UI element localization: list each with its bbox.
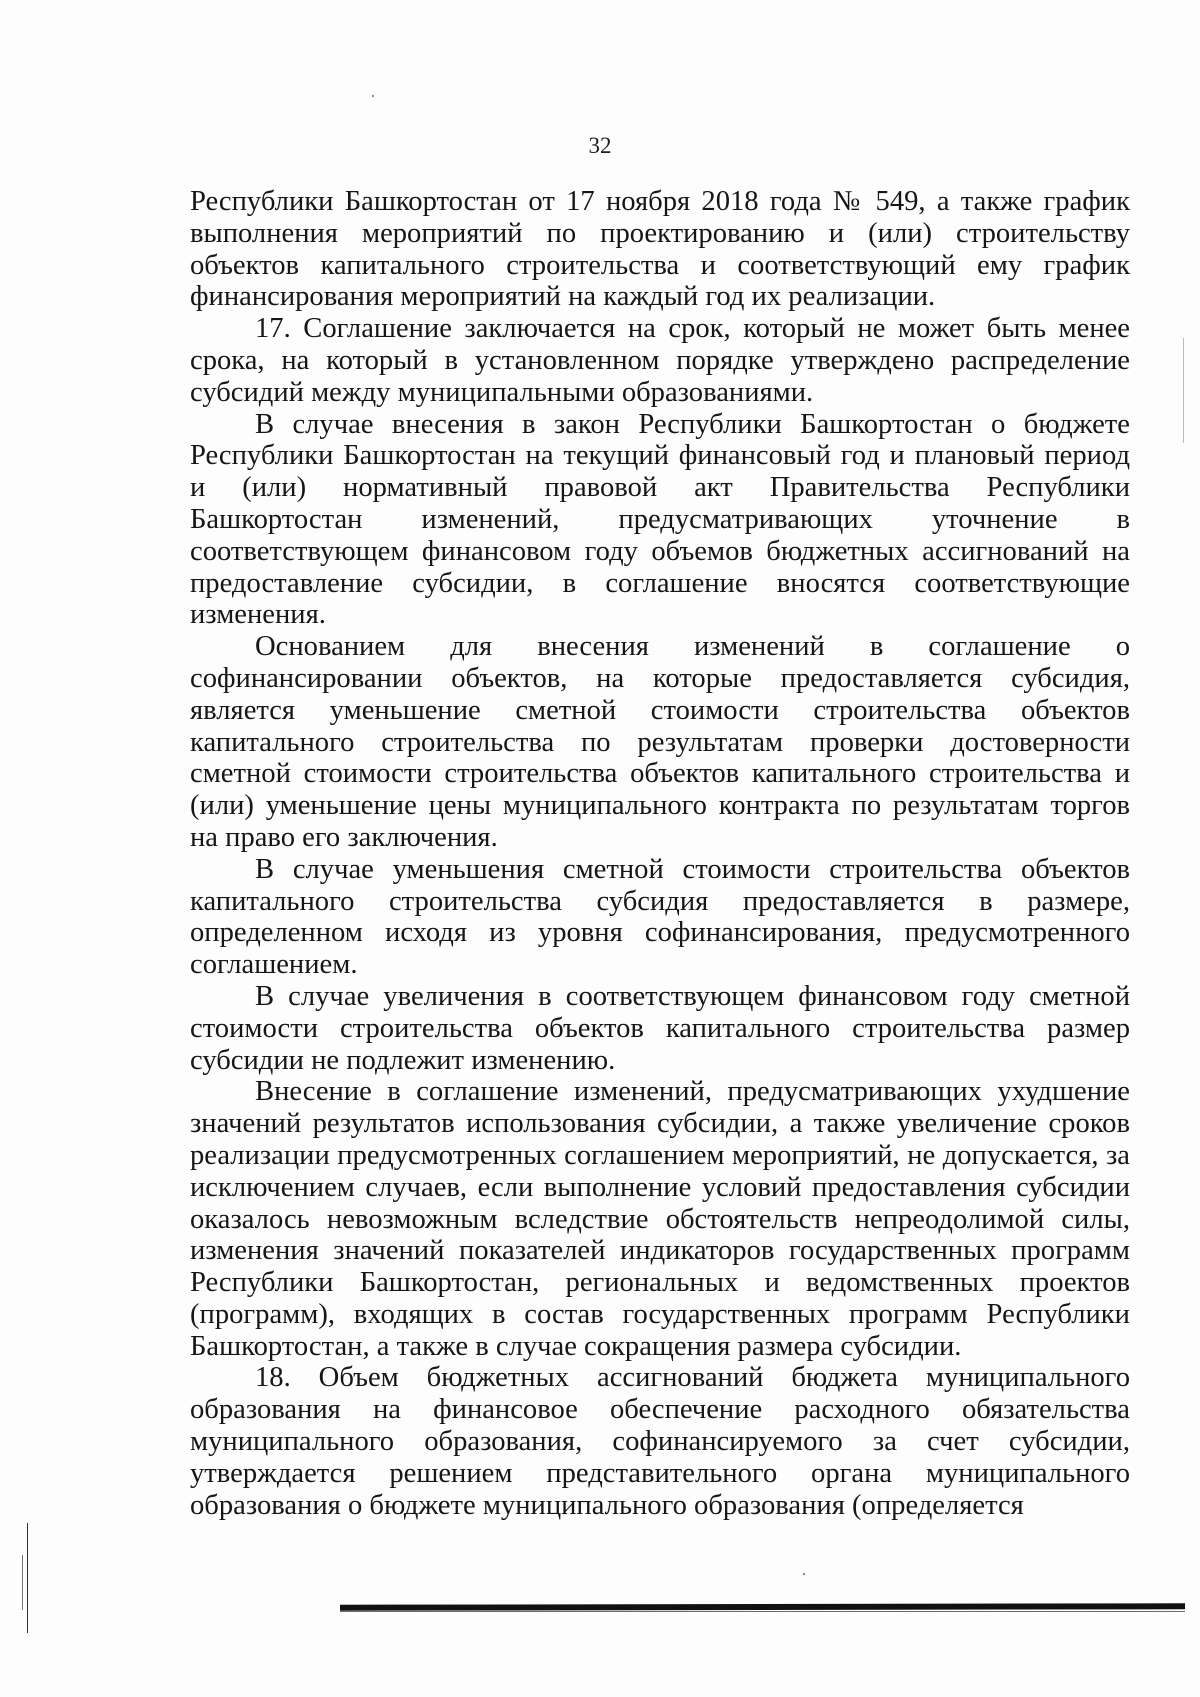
document-body (190, 186, 1130, 1521)
scan-edge-mark-left (27, 1523, 28, 1633)
paragraph: Внесение в соглашение изменений, предусматривающих ухудшение значений результатов использования субсидии, а также увеличение сроков реализации предусмотренных соглашением мероприятий, не допускается, за исключением случаев, если выполнение условий предоставления субсидии оказалось невозможным вследствие обстоятельств непреодолимой силы, изменения значений показателей индикаторов государственных программ Республики Башкортостан, региональных и ведомственных проектов (программ), входящих в состав государственных программ Республики Башкортостан, а также в случае сокращения размера субсидии. (190, 1076, 1130, 1362)
paragraph: 18. Объем бюджетных ассигнований бюджета муниципального образования на финансовое обеспечение расходного обязательства муниципального образования, софинансируемого за счет субсидии, утверждается решением представительного органа муниципального образования о бюджете муниципального образования (определяется (190, 1362, 1130, 1521)
scan-border-bottom-thin (340, 1611, 1185, 1612)
scan-speck (372, 95, 374, 97)
paragraph: 17. Соглашение заключается на срок, который не может быть менее срока, на который в установленном порядке утверждено распределение субсидий между муниципальными образованиями. (190, 313, 1130, 408)
paragraph: Основанием для внесения изменений в соглашение о софинансировании объектов, на которые предоставляется субсидия, является уменьшение сметной стоимости строительства объектов капитального строительства по результатам проверки достоверности сметной стоимости строительства объектов капитального строительства и (или) уменьшение цены муниципального контракта по результатам торгов на право его заключения. (190, 631, 1130, 853)
paragraph: В случае увеличения в соответствующем финансовом году сметной стоимости строительства объектов капитального строительства размер субсидии не подлежит изменению. (190, 980, 1130, 1076)
scan-speck (803, 1573, 805, 1575)
scan-border-bottom (340, 1603, 1185, 1610)
paragraph: Республики Башкортостан от 17 ноября 2018 года № 549, а также график выполнения мероприятий по проектированию и (или) строительству объектов капитального строительства и соответствующий ему график финансирования мероприятий на каждый год их реализации. (190, 186, 1130, 313)
paragraph: В случае внесения в закон Республики Башкортостан о бюджете Республики Башкортостан на текущий финансовый год и плановый период и (или) нормативный правовой акт Правительства Республики Башкортостан изменений, предусматривающих уточнение в соответствующем финансовом году объемов бюджетных ассигнований на предоставление субсидии, в соглашение вносятся соответствующие изменения. (190, 408, 1130, 631)
scan-edge-mark-left-secondary (22, 1555, 23, 1610)
scan-edge-mark-right (1183, 338, 1184, 443)
paragraph: В случае уменьшения сметной стоимости строительства объектов капитального строительства субсидия предоставляется в размере, определенном исходя из уровня софинансирования, предусмотренного соглашением. (190, 853, 1130, 981)
page-number: 32 (588, 133, 612, 158)
